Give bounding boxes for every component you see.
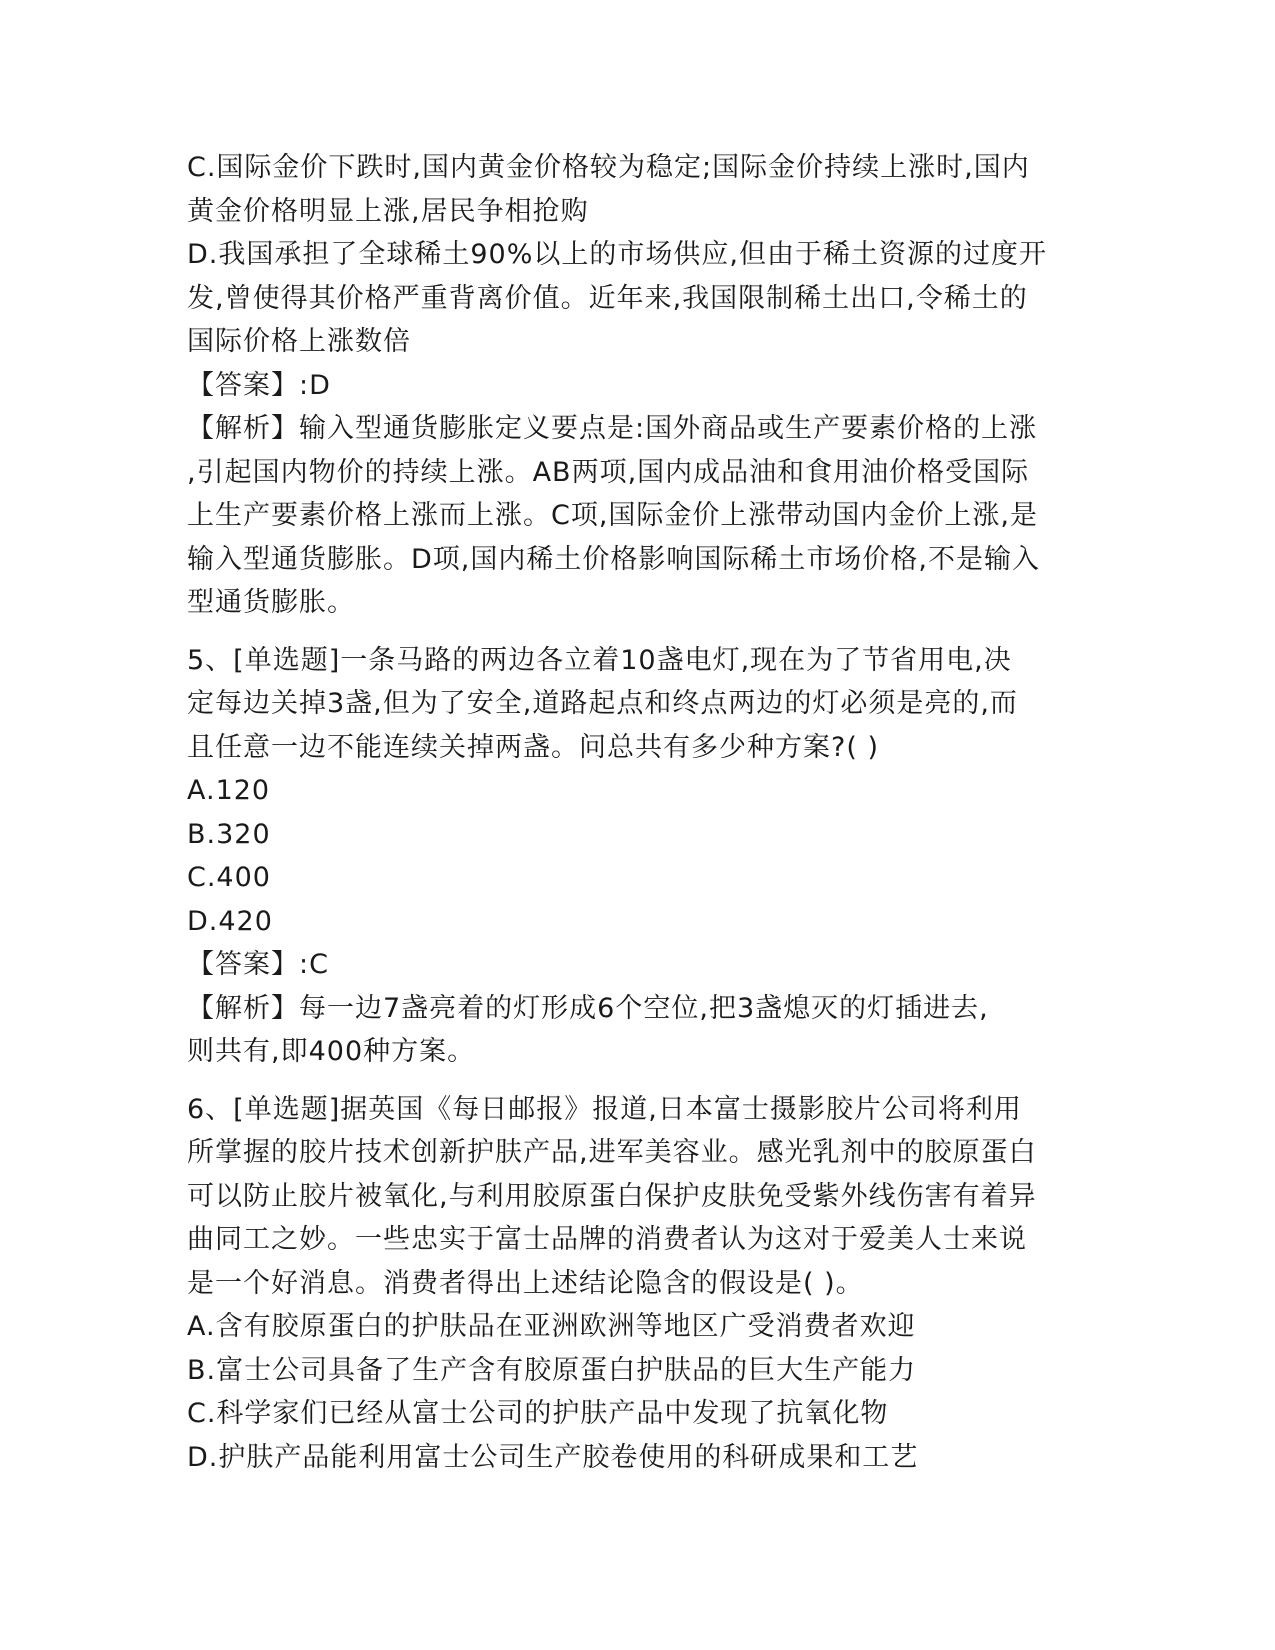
text-line: 发,曾使得其价格严重背离价值。近年来,我国限制稀土出口,令稀土的 [187, 282, 1028, 314]
text-line: 国际价格上涨数倍 [187, 326, 411, 357]
text-line: 所掌握的胶片技术创新护肤产品,进军美容业。感光乳剂中的胶原蛋白 [187, 1137, 1037, 1168]
answer: 【答案】:C [187, 949, 329, 980]
question-stem [187, 1088, 1087, 1306]
question-6 [187, 1088, 1087, 1480]
text-line: 曲同工之妙。一些忠实于富士品牌的消费者认为这对于爱美人士来说 [187, 1224, 1027, 1255]
text-line: 是一个好消息。消费者得出上述结论隐含的假设是( )。 [187, 1267, 864, 1299]
text-line: 【解析】输入型通货膨胀定义要点是:国外商品或生产要素价格的上涨 [187, 413, 1038, 444]
text-line: 【解析】每一边7盏亮着的灯形成6个空位,把3盏熄灭的灯插进去, [187, 992, 989, 1024]
text-line: C.国际金价下跌时,国内黄金价格较为稳定;国际金价持续上涨时,国内 [187, 152, 1030, 183]
option-b: B.富士公司具备了生产含有胶原蛋白护肤品的巨大生产能力 [187, 1354, 917, 1386]
option-c [187, 146, 1087, 233]
text-line: 6、[单选题]据英国《每日邮报》报道,日本富士摄影胶片公司将利用 [187, 1093, 1022, 1125]
text-line: 定每边关掉3盏,但为了安全,道路起点和终点两边的灯必须是亮的,而 [187, 688, 1018, 719]
question-5 [187, 639, 1087, 1074]
text-line: 输入型通货膨胀。D项,国内稀土价格影响国际稀土市场价格,不是输入 [187, 543, 1040, 575]
option-a: A.含有胶原蛋白的护肤品在亚洲欧洲等地区广受消费者欢迎 [187, 1311, 916, 1342]
spacer [187, 1074, 1087, 1088]
option-b: B.320 [187, 818, 271, 850]
text-line: 且任意一边不能连续关掉两盏。问总共有多少种方案?( ) [187, 731, 879, 763]
text-line: 则共有,即400种方案。 [187, 1036, 476, 1067]
option-a: A.120 [187, 775, 271, 806]
text-line: 黄金价格明显上涨,居民争相抢购 [187, 195, 589, 227]
text-line: D.我国承担了全球稀土90%以上的市场供应,但由于稀土资源的过度开 [187, 239, 1047, 270]
analysis [187, 987, 1087, 1074]
option-c: C.科学家们已经从富士公司的护肤产品中发现了抗氧化物 [187, 1398, 889, 1429]
option-d: D.护肤产品能利用富士公司生产胶卷使用的科研成果和工艺 [187, 1441, 919, 1473]
text-line: 型通货膨胀。 [187, 587, 355, 618]
question-stem [187, 639, 1087, 770]
question-4-tail [187, 146, 1087, 625]
spacer [187, 625, 1087, 639]
analysis [187, 407, 1087, 625]
text-line: ,引起国内物价的持续上涨。AB两项,国内成品油和食用油价格受国际 [187, 456, 1030, 488]
option-d [187, 233, 1087, 364]
answer: 【答案】:D [187, 369, 331, 401]
option-d: D.420 [187, 905, 273, 937]
text-line: 5、[单选题]一条马路的两边各立着10盏电灯,现在为了节省用电,决 [187, 644, 1012, 676]
document-page [187, 146, 1087, 1479]
text-line: 可以防止胶片被氧化,与利用胶原蛋白保护皮肤免受紫外线伤害有着异 [187, 1180, 1037, 1212]
text-line: 上生产要素价格上涨而上涨。C项,国际金价上涨带动国内金价上涨,是 [187, 500, 1039, 531]
option-c: C.400 [187, 862, 271, 893]
